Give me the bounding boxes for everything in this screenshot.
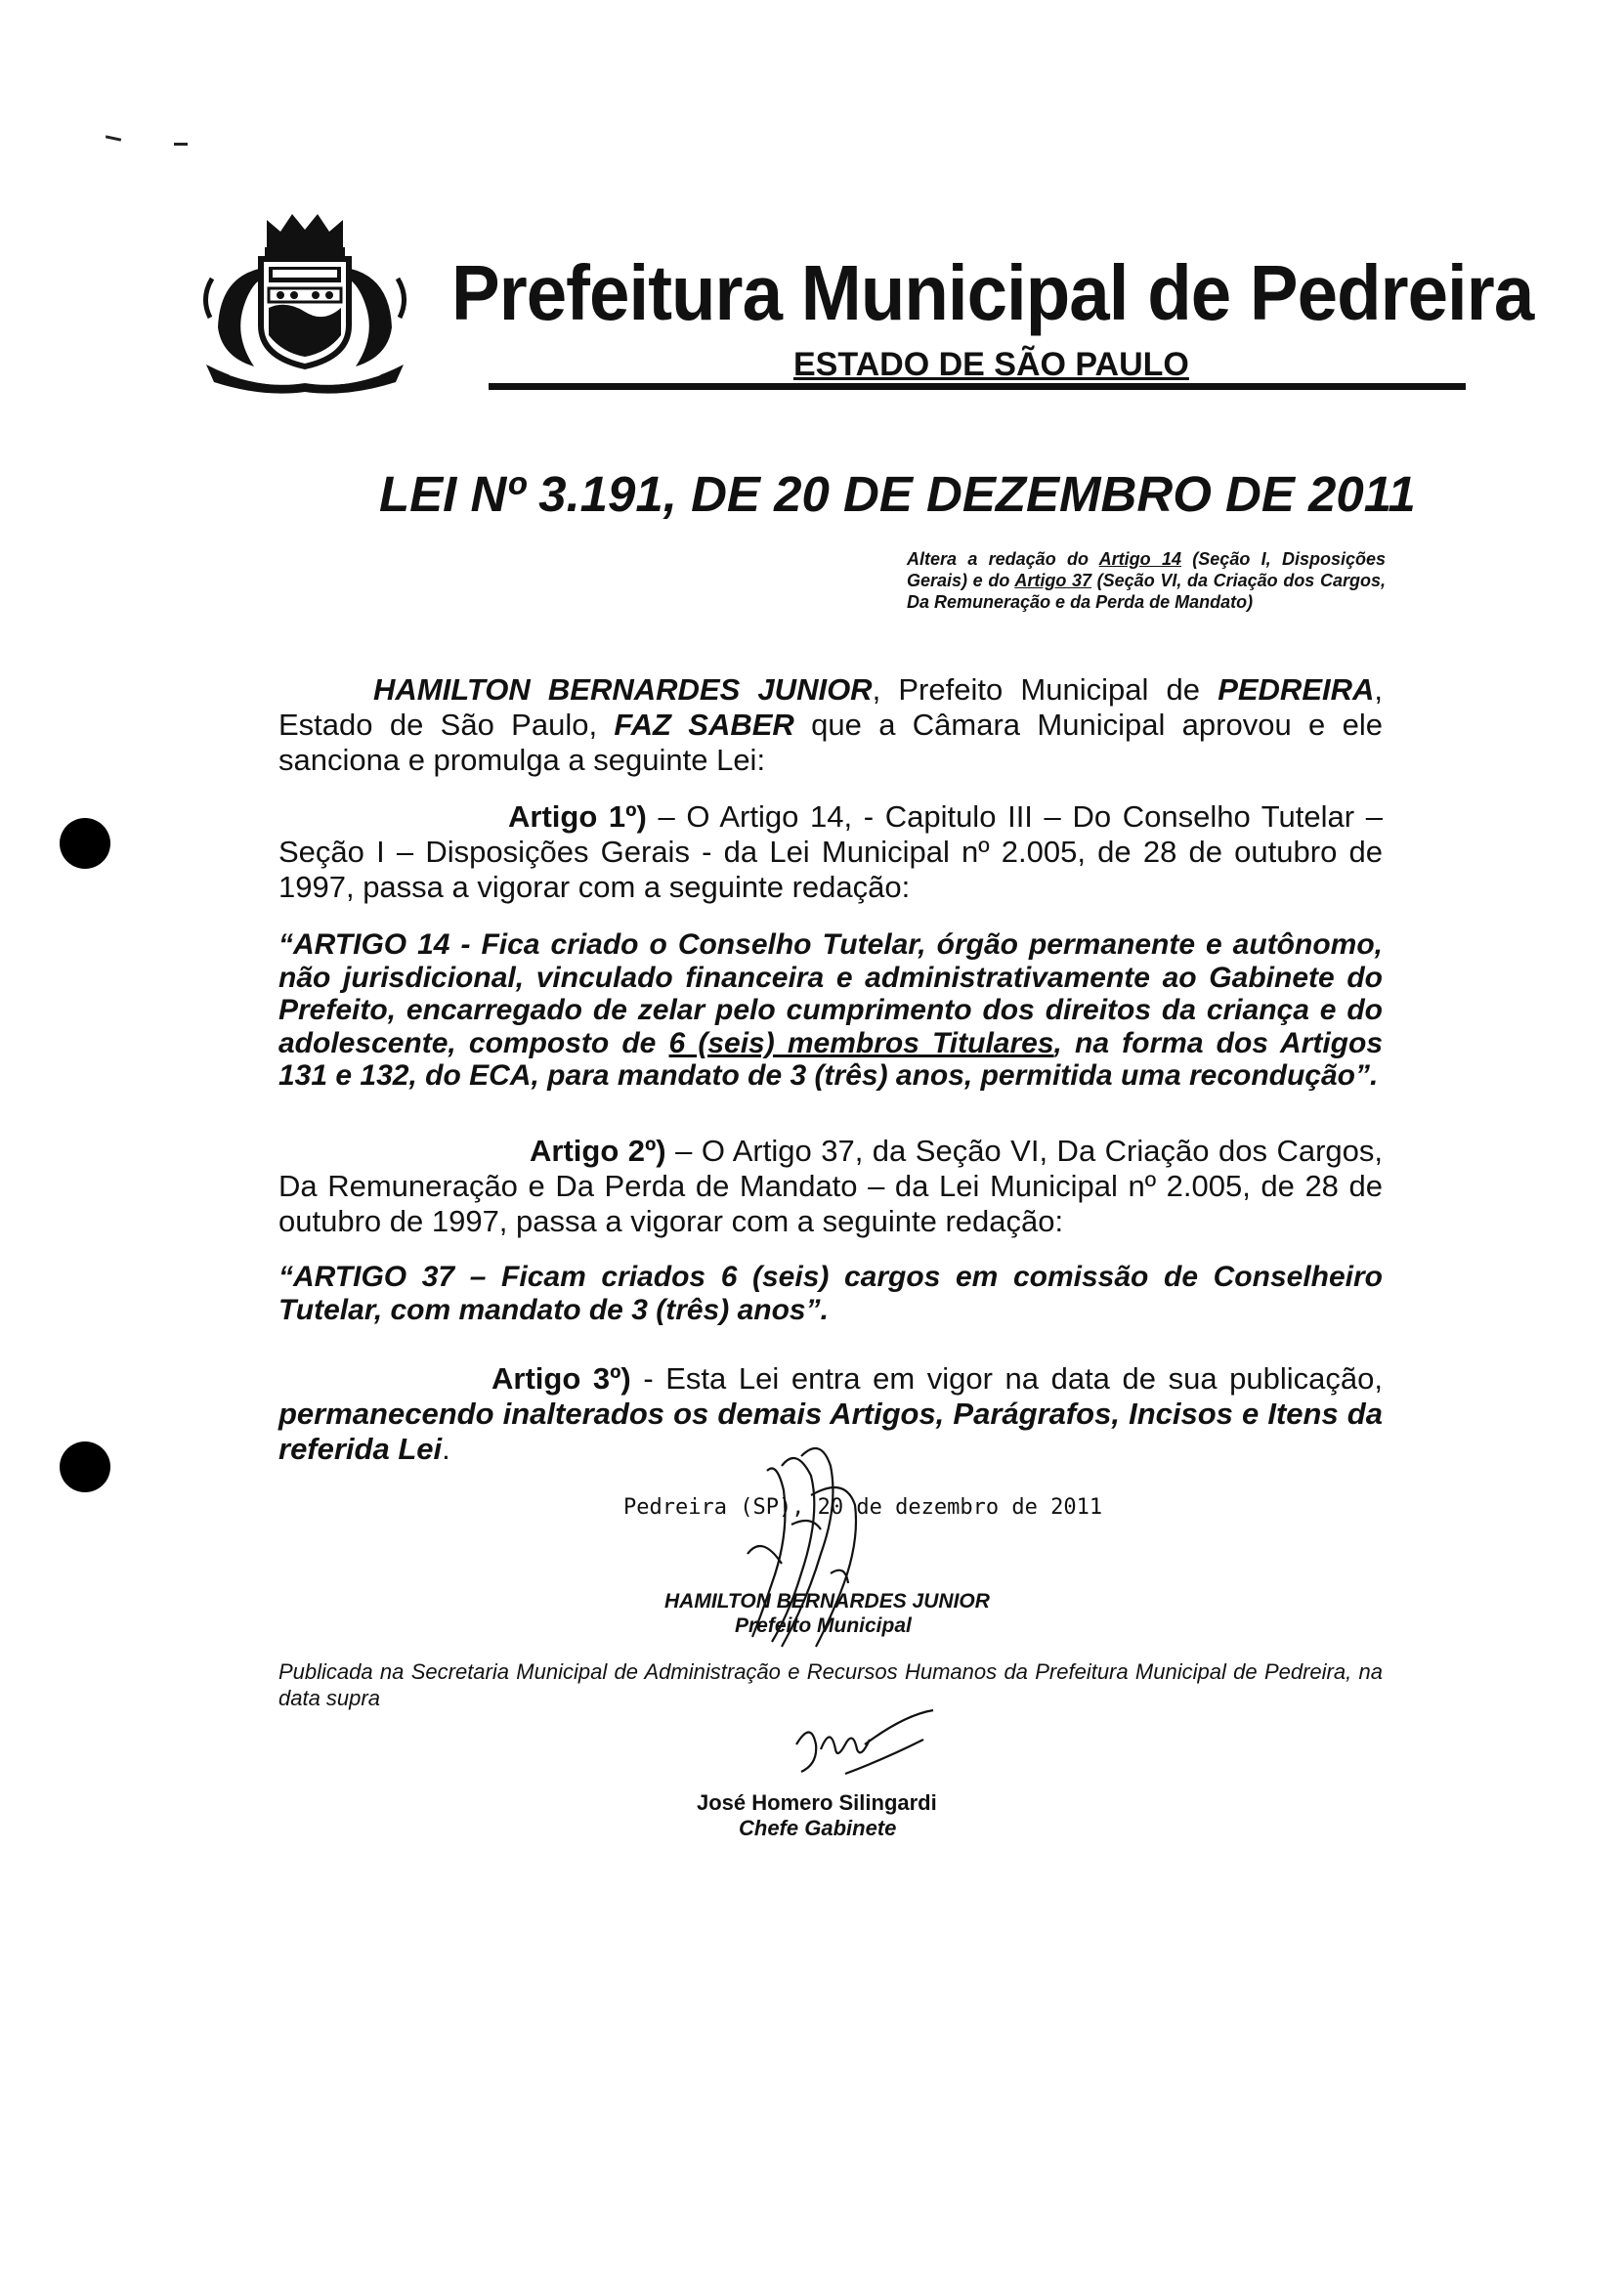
mayor-sign-name: HAMILTON BERNARDES JUNIOR	[664, 1590, 990, 1613]
city-name: PEDREIRA	[1218, 672, 1375, 707]
quote-article-14	[278, 928, 1383, 1093]
preamble-paragraph	[278, 672, 1383, 778]
header-rule	[489, 383, 1466, 390]
chief-sign-role: Chefe Gabinete	[739, 1816, 897, 1840]
punch-hole-top	[60, 818, 110, 869]
faz-saber: FAZ SABER	[614, 707, 794, 742]
ementa-text-3: (Seção VI, da Criação dos Cargos, Da Remuneração e da Perda de Mandato)	[907, 570, 1386, 612]
ementa-ref-artigo-14: Artigo 14	[1098, 549, 1181, 569]
ementa-text-1: Altera a redação do	[907, 549, 1089, 569]
article-3-end: .	[442, 1431, 450, 1466]
quote-14-members: 6 (seis) membros Titulares	[668, 1026, 1054, 1059]
ementa	[907, 549, 1386, 614]
preamble-text-1: , Prefeito Municipal de	[872, 672, 1218, 707]
preamble-text-2: , Estado de São Paulo,	[278, 672, 1384, 742]
state-subtitle: ESTADO DE SÃO PAULO	[793, 346, 1189, 383]
chief-sign-name: José Homero Silingardi	[697, 1790, 937, 1815]
preamble-text-3: que a Câmara Municipal aprovou e ele sanciona e promulga a seguinte Lei:	[278, 707, 1383, 777]
quote-14-text-2: , na forma dos Artigos 131 e 132, do ECA, para mandato de 3 (três) anos, permitida uma recondução”.	[278, 1026, 1383, 1093]
ementa-text-2: (Seção I, Disposições Gerais) e do	[907, 549, 1386, 590]
scan-mark	[174, 143, 188, 146]
chief-signature	[777, 1705, 943, 1784]
coat-of-arms-icon	[200, 210, 410, 396]
mayor-name: HAMILTON BERNARDES JUNIOR	[373, 672, 873, 707]
article-3-text: - Esta Lei entra em vigor na data de sua publicação,	[630, 1361, 1383, 1396]
ementa-ref-artigo-37: Artigo 37	[1014, 570, 1091, 590]
mayor-sign-role: Prefeito Municipal	[735, 1614, 912, 1637]
law-title: LEI Nº 3.191, DE 20 DE DEZEMBRO DE 2011	[379, 466, 1416, 522]
article-3-label: Artigo 3º)	[491, 1361, 631, 1396]
scan-mark	[106, 135, 121, 141]
publication-note: Publicada na Secretaria Municipal de Administração e Recursos Humanos da Prefeitura Municipal de Pedreira, na data supra	[278, 1659, 1383, 1710]
article-2-paragraph	[278, 1134, 1383, 1239]
article-1-text: – O Artigo 14, - Capitulo III – Do Conselho Tutelar – Seção I – Disposições Gerais - da Lei Municipal nº 2.005, de 28 de outubro de 1997, passa a vigorar com a seguinte redação:	[278, 799, 1383, 904]
article-3-bold-clause: permanecendo inalterados os demais Artigos, Parágrafos, Incisos e Itens da referida Lei	[278, 1396, 1383, 1466]
quote-article-37: “ARTIGO 37 – Ficam criados 6 (seis) cargos em comissão de Conselheiro Tutelar, com mandato de 3 (três) anos”.	[278, 1261, 1383, 1326]
punch-hole-bottom	[60, 1441, 110, 1492]
quote-14-text-1: “ARTIGO 14 - Fica criado o Conselho Tutelar, órgão permanente e autônomo, não jurisdicional, vinculado financeira e administrativamente ao Gabinete do Prefeito, encarregado de zelar pelo cumprimento dos direitos da criança e do adolescente, composto de	[278, 928, 1383, 1059]
municipality-title: Prefeitura Municipal de Pedreira	[451, 249, 1534, 336]
article-2-text: – O Artigo 37, da Seção VI, Da Criação dos Cargos, Da Remuneração e Da Perda de Mandato – da Lei Municipal nº 2.005, de 28 de outubro de 1997, passa a vigorar com a seguinte redação:	[278, 1134, 1383, 1238]
article-1-paragraph	[278, 799, 1383, 905]
article-2-label: Artigo 2º)	[530, 1134, 666, 1168]
article-1-label: Artigo 1º)	[508, 799, 647, 834]
place-date: Pedreira (SP), 20 de dezembro de 2011	[623, 1495, 1103, 1520]
